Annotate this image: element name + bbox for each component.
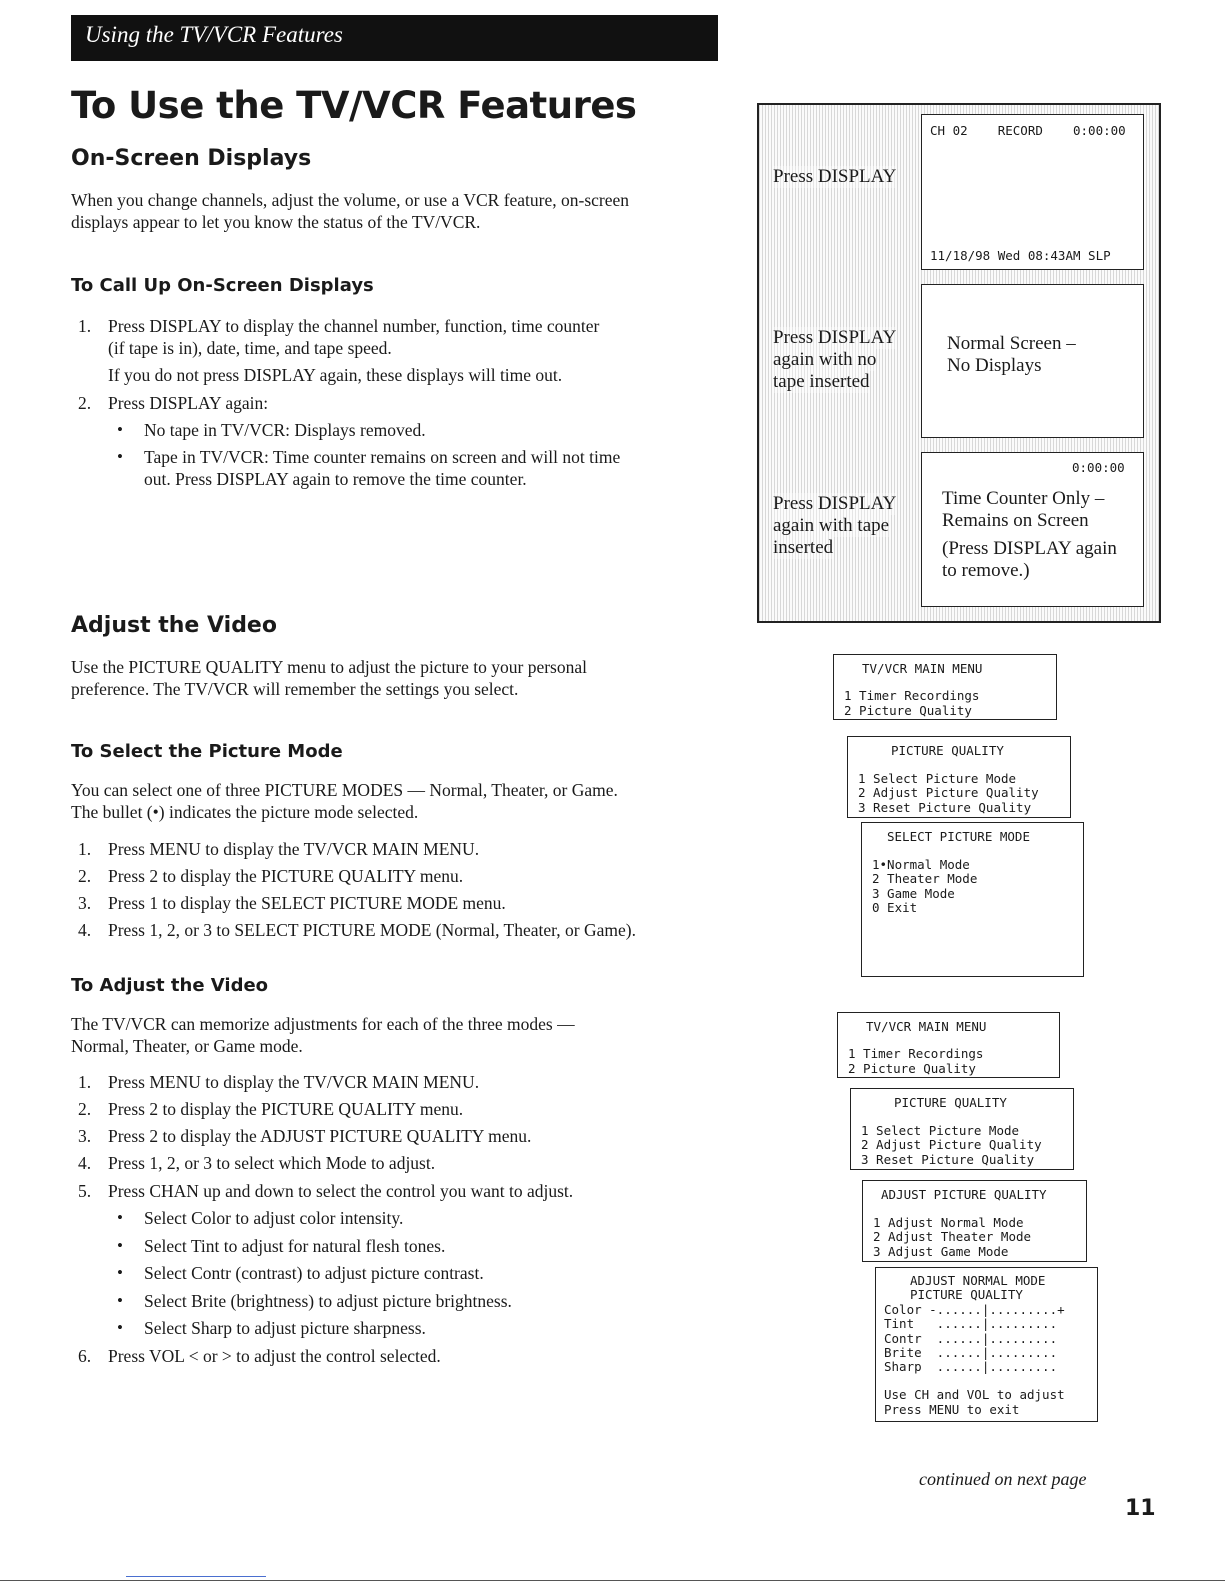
page-bottom-link-mark [126,1576,266,1577]
osd-step-2-line: Press DISPLAY again: [108,393,269,413]
menu-item: 2 Adjust Theater Mode [873,1229,1032,1244]
menu-item: 1 Adjust Normal Mode [873,1215,1024,1230]
label-no-tape-1: Press DISPLAY [773,327,897,348]
video-heading: Adjust the Video [71,613,277,638]
bullet-glyph: • [117,420,123,439]
menu-title: PICTURE QUALITY [891,743,1004,758]
adjust-bullet: Select Brite (brightness) to adjust picture brightness. [144,1291,512,1311]
osd-step-1-line-1: Press DISPLAY to display the channel number, function, time counter [108,316,600,336]
menu-item: 2 Picture Quality [848,1061,976,1076]
menu-title: ADJUST PICTURE QUALITY [881,1187,1047,1202]
menu-item: 1•Normal Mode [872,857,970,872]
menu-item: 3 Adjust Game Mode [873,1244,1009,1259]
adjust-intro-line-2: Normal, Theater, or Game mode. [71,1036,303,1056]
menu-item: 3 Reset Picture Quality [861,1152,1035,1167]
bullet-glyph: • [117,1236,123,1255]
adjust-step-num: 3. [78,1126,92,1146]
osd-intro-line-2: displays appear to let you know the status of the TV/VCR. [71,212,481,232]
osd-step-num: 2. [78,393,92,413]
menu-item: 1 Timer Recordings [848,1046,984,1061]
bullet-glyph: • [117,1263,123,1282]
bullet-glyph: • [117,1291,123,1310]
screen-counter-line-2: Remains on Screen [942,510,1089,531]
page-bottom-rule [0,1580,1225,1581]
screen-counter-line-4: to remove.) [942,560,1030,581]
slider-row-sharp: Sharp ......|......... [884,1359,1058,1374]
menu-title: PICTURE QUALITY [910,1287,1023,1302]
mode-step-num: 3. [78,893,92,913]
menu-footer-line: Press MENU to exit [884,1402,1020,1417]
screen-counter-value: 0:00:00 [1072,460,1125,475]
adjust-step-text: Press VOL < or > to adjust the control selected. [108,1346,441,1366]
menu-footer-line: Use CH and VOL to adjust [884,1387,1065,1402]
adjust-bullet: Select Sharp to adjust picture sharpness. [144,1318,426,1338]
adjust-step-text: Press 2 to display the ADJUST PICTURE QUALITY menu. [108,1126,532,1146]
menu-item: 2 Theater Mode [872,871,978,886]
adjust-step-num: 1. [78,1072,92,1092]
bullet-glyph: • [117,447,123,466]
adjust-step-num: 6. [78,1346,92,1366]
adjust-step-num: 4. [78,1153,92,1173]
mode-intro-line-1: You can select one of three PICTURE MODES — Normal, Theater, or Game. [71,780,618,800]
mode-step-num: 1. [78,839,92,859]
menu-item: 3 Game Mode [872,886,955,901]
screen-normal-line-1: Normal Screen – [947,333,1076,354]
video-intro-line-1: Use the PICTURE QUALITY menu to adjust the picture to your personal [71,657,587,677]
osd-intro-line-1: When you change channels, adjust the volume, or use a VCR feature, on-screen [71,190,630,210]
menu-title: SELECT PICTURE MODE [887,829,1030,844]
bullet-glyph: • [117,1208,123,1227]
menu-title: PICTURE QUALITY [894,1095,1007,1110]
screen-normal [921,284,1144,438]
mode-intro-line-2: The bullet (•) indicates the picture mode selected. [71,802,419,822]
menu-item: 3 Reset Picture Quality [858,800,1032,815]
screen-counter-line-3: (Press DISPLAY again [942,538,1117,559]
menu-item: 1 Timer Recordings [844,688,980,703]
section-banner-text: Using the TV/VCR Features [85,22,343,47]
screen-counter-line-1: Time Counter Only – [942,488,1105,509]
screen-time-counter [921,452,1144,607]
screen-normal-line-2: No Displays [947,355,1042,376]
adjust-step-num: 5. [78,1181,92,1201]
menu-item: 0 Exit [872,900,918,915]
bullet-glyph: • [117,1318,123,1337]
mode-step-text: Press 1, 2, or 3 to SELECT PICTURE MODE (Normal, Theater, or Game). [108,920,636,940]
menu-title: TV/VCR MAIN MENU [862,661,983,676]
adjust-bullet: Select Tint to adjust for natural flesh tones. [144,1236,446,1256]
section-banner [71,15,718,61]
mode-heading: To Select the Picture Mode [71,741,343,762]
osd-step-1-note: If you do not press DISPLAY again, these displays will time out. [108,365,563,385]
menu-item: 2 Adjust Picture Quality [858,785,1039,800]
osd-subheading: To Call Up On-Screen Displays [71,275,374,296]
menu-title: ADJUST NORMAL MODE [910,1273,1046,1288]
adjust-intro-line-1: The TV/VCR can memorize adjustments for each of the three modes — [71,1014,575,1034]
page-number: 11 [1125,1496,1156,1521]
osd-bullet-2-line-1: Tape in TV/VCR: Time counter remains on screen and will not time [144,447,621,467]
adjust-step-num: 2. [78,1099,92,1119]
adjust-step-text: Press MENU to display the TV/VCR MAIN MENU. [108,1072,480,1092]
adjust-bullet: Select Color to adjust color intensity. [144,1208,404,1228]
osd-step-1-line-2: (if tape is in), date, time, and tape speed. [108,338,392,358]
menu-item: 1 Select Picture Mode [861,1123,1020,1138]
label-with-tape-2: again with tape [773,515,890,536]
slider-row-brite: Brite ......|......... [884,1345,1058,1360]
page-title: To Use the TV/VCR Features [71,84,637,127]
screen-all-displays [921,114,1144,270]
osd-bullet-2-line-2: out. Press DISPLAY again to remove the time counter. [144,469,527,489]
adjust-heading: To Adjust the Video [71,975,269,996]
menu-title: TV/VCR MAIN MENU [866,1019,987,1034]
mode-step-num: 2. [78,866,92,886]
label-with-tape-3: inserted [773,537,834,558]
label-with-tape-1: Press DISPLAY [773,493,897,514]
menu-main [837,1012,1060,1078]
label-no-tape-3: tape inserted [773,371,870,392]
menu-picture-quality [847,736,1071,818]
menu-select-picture-mode [861,822,1084,977]
osd-bullet-1: No tape in TV/VCR: Displays removed. [144,420,426,440]
slider-row-tint: Tint ......|......... [884,1316,1058,1331]
mode-step-text: Press MENU to display the TV/VCR MAIN MENU. [108,839,480,859]
osd-step-num: 1. [78,316,92,336]
adjust-bullet: Select Contr (contrast) to adjust picture contrast. [144,1263,484,1283]
mode-step-text: Press 1 to display the SELECT PICTURE MODE menu. [108,893,506,913]
continued-note: continued on next page [919,1469,1087,1489]
screen-date-line: 11/18/98 Wed 08:43AM SLP [930,248,1111,263]
menu-item: 2 Picture Quality [844,703,972,718]
menu-picture-quality [850,1088,1074,1170]
slider-row-contr: Contr ......|......... [884,1331,1058,1346]
label-no-tape-2: again with no [773,349,877,370]
mode-step-text: Press 2 to display the PICTURE QUALITY menu. [108,866,464,886]
menu-item: 2 Adjust Picture Quality [861,1137,1042,1152]
menu-adjust-normal-mode [875,1267,1098,1422]
adjust-step-text: Press 2 to display the PICTURE QUALITY menu. [108,1099,464,1119]
video-intro-line-2: preference. The TV/VCR will remember the settings you select. [71,679,519,699]
slider-row-color: Color -......|.........+ [884,1302,1065,1317]
menu-adjust-picture-quality [862,1180,1087,1262]
menu-main [833,654,1057,720]
adjust-step-text: Press CHAN up and down to select the control you want to adjust. [108,1181,574,1201]
adjust-step-text: Press 1, 2, or 3 to select which Mode to adjust. [108,1153,436,1173]
mode-step-num: 4. [78,920,92,940]
menu-item: 1 Select Picture Mode [858,771,1017,786]
label-press-display: Press DISPLAY [773,166,897,187]
osd-heading: On-Screen Displays [71,146,312,171]
screen-status-line: CH 02 RECORD 0:00:00 [930,123,1126,138]
